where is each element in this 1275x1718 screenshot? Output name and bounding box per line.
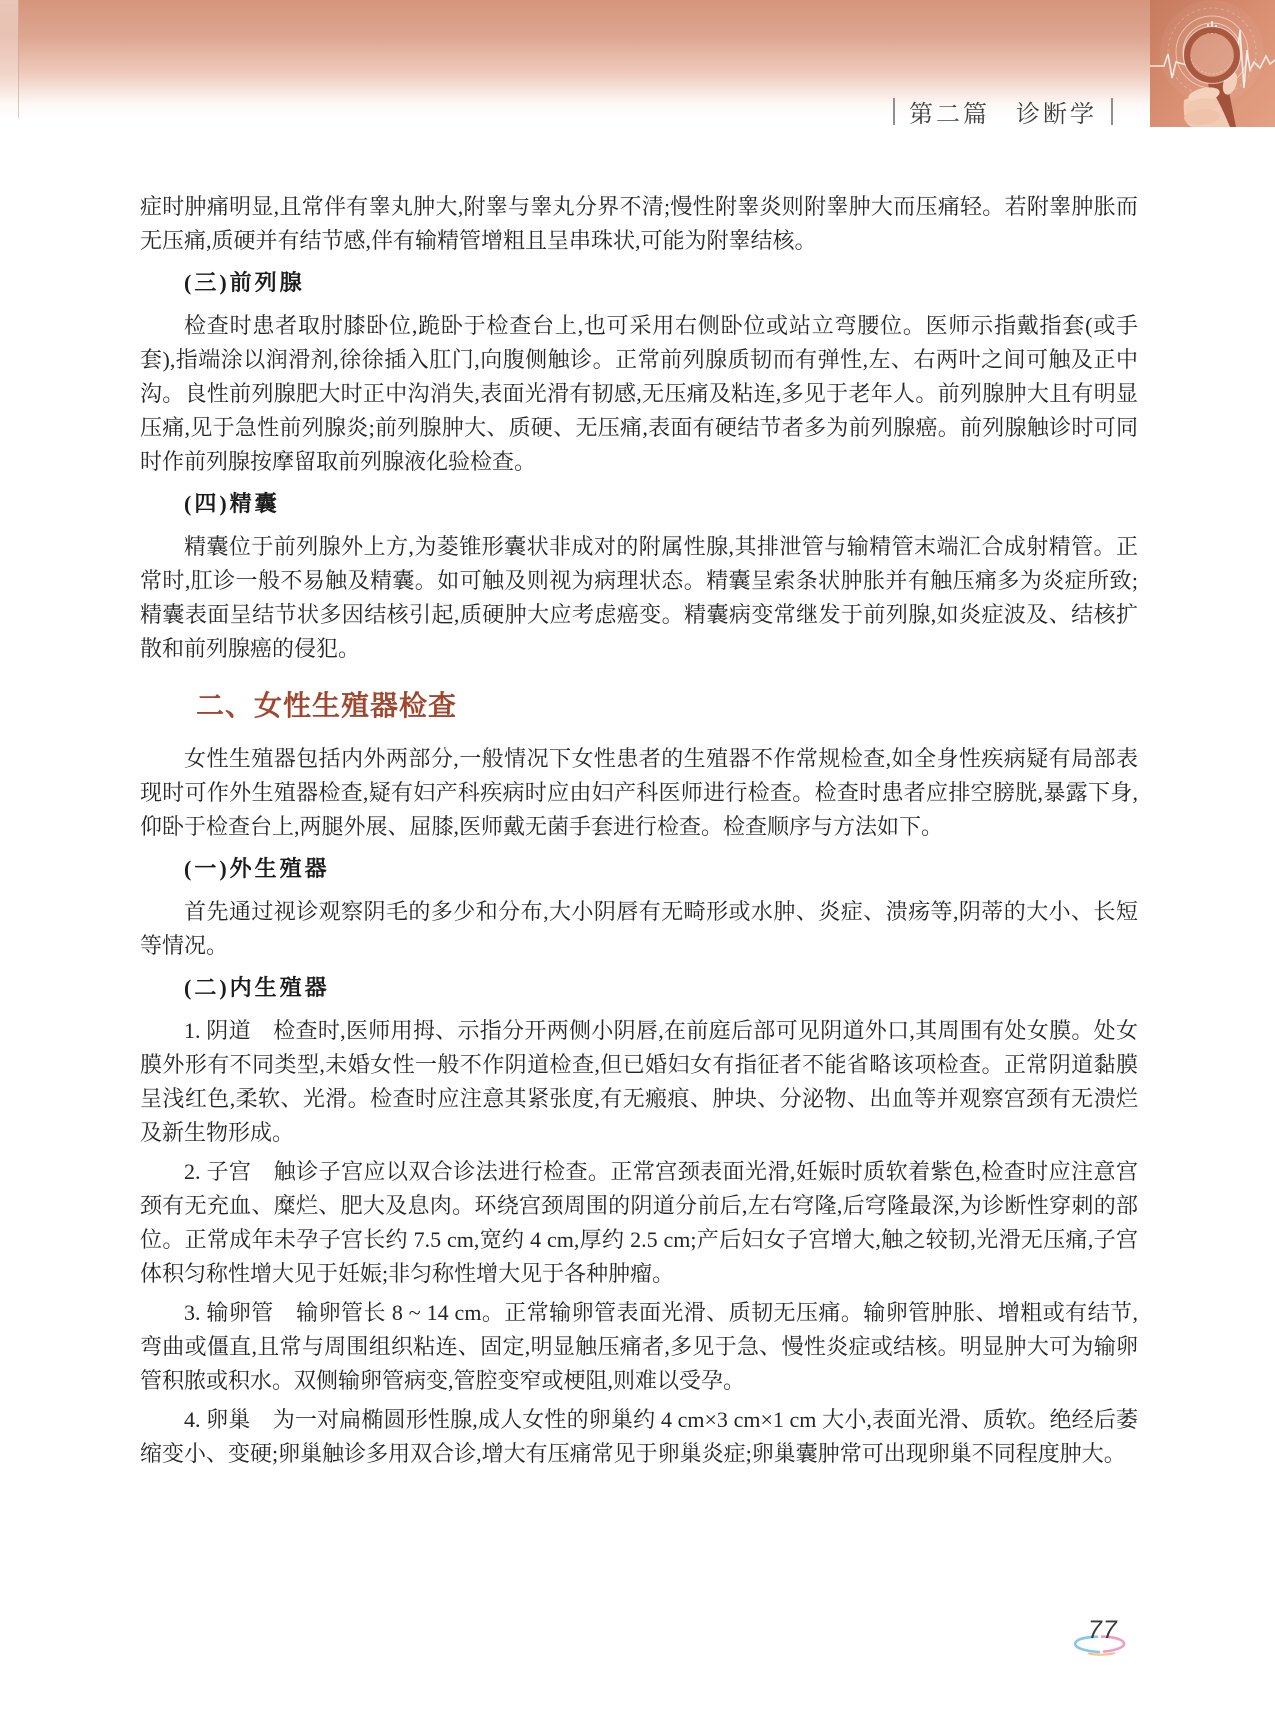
- header-gradient-band: [0, 0, 1275, 128]
- divider-bar: [1111, 98, 1113, 125]
- paragraph-prostate: 检查时患者取肘膝卧位,跪卧于检查台上,也可采用右侧卧位或站立弯腰位。医师示指戴指套(或手套),指端涂以润滑剂,徐徐插入肛门,向腹侧触诊。正常前列腺质韧而有弹性,左、右两叶之间可触及正中沟。良性前列腺肥大时正中沟消失,表面光滑有韧感,无压痛及粘连,多见于老年人。前列腺肿大且有明显压痛,见于急性前列腺炎;前列腺肿大、质硬、无压痛,表面有硬结节者多为前列腺癌。前列腺触诊时可同时作前列腺按摩留取前列腺液化验检查。: [140, 313, 1138, 474]
- subsection-heading-prostate: (三)前列腺: [184, 270, 305, 295]
- page-footer: [1068, 1616, 1154, 1662]
- paragraph-ovary: 4. 卵巢 为一对扁椭圆形性腺,成人女性的卵巢约 4 cm×3 cm×1 cm 大小,表面光滑、质软。绝经后萎缩变小、变硬;卵巢触诊多用双合诊,增大有压痛常见于卵巢炎症;卵巢囊肿常可出现卵巢不同程度肿大。: [140, 1407, 1138, 1466]
- divider-bar: [893, 98, 895, 125]
- stethoscope-magnifier-photo-icon: [1150, 0, 1275, 127]
- paragraph-epididymis-continuation: 症时肿痛明显,且常伴有睾丸肿大,附睾与睾丸分界不清;慢性附睾炎则附睾肿大而压痛轻。若附睾肿胀而无压痛,质硬并有结节感,伴有输精管增粗且呈串珠状,可能为附睾结核。: [140, 194, 1138, 253]
- section-heading-female-genital-exam: 二、女性生殖器检查: [196, 690, 458, 721]
- paragraph-uterus: 2. 子宫 触诊子宫应以双合诊法进行检查。正常宫颈表面光滑,妊娠时质软着紫色,检查时应注意宫颈有无充血、糜烂、肥大及息肉。环绕宫颈周围的阴道分前后,左右穹隆,后穹隆最深,为诊断性穿刺的部位。正常成年未孕子宫长约 7.5 cm,宽约 4 cm,厚约 2.5 cm;产后妇女子宫增大,触之较韧,光滑无压痛,子宫体积匀称性增大见于妊娠;非匀称性增大见于各种肿瘤。: [140, 1159, 1138, 1286]
- page-content: [140, 190, 1138, 1471]
- subsection-heading-internal-genitalia: (二)内生殖器: [184, 975, 330, 1000]
- subsection-heading-seminal-vesicle: (四)精囊: [184, 491, 280, 516]
- paragraph-fallopian-tube: 3. 输卵管 输卵管长 8 ~ 14 cm。正常输卵管表面光滑、质韧无压痛。输卵管肿胀、增粗或有结节,弯曲或僵直,且常与周围组织粘连、固定,明显触压痛者,多见于急、慢性炎症或结核。明显肿大可为输卵管积脓或积水。双侧输卵管病变,管腔变窄或梗阻,则难以受孕。: [140, 1300, 1138, 1393]
- subsection-heading-external-genitalia: (一)外生殖器: [184, 856, 330, 881]
- paragraph-female-genital-intro: 女性生殖器包括内外两部分,一般情况下女性患者的生殖器不作常规检查,如全身性疾病疑有局部表现时可作外生殖器检查,疑有妇产科疾病时应由妇产科医师进行检查。检查时患者应排空膀胱,暴露下身,仰卧于检查台上,两腿外展、屈膝,医师戴无菌手套进行检查。检查顺序与方法如下。: [140, 746, 1138, 839]
- page-number: 77: [1088, 1616, 1118, 1644]
- paragraph-vagina: 1. 阴道 检查时,医师用拇、示指分开两侧小阴唇,在前庭后部可见阴道外口,其周围有处女膜。处女膜外形有不同类型,未婚女性一般不作阴道检查,但已婚妇女有指征者不能省略该项检查。正常阴道黏膜呈浅红色,柔软、光滑。检查时应注意其紧张度,有无瘢痕、肿块、分泌物、出血等并观察宫颈有无溃烂及新生物形成。: [140, 1018, 1138, 1145]
- left-edge-strip: [0, 0, 19, 118]
- paragraph-seminal-vesicle: 精囊位于前列腺外上方,为菱锥形囊状非成对的附属性腺,其排泄管与输精管末端汇合成射精管。正常时,肛诊一般不易触及精囊。如可触及则视为病理状态。精囊呈索条状肿胀并有触压痛多为炎症所致;精囊表面呈结节状多因结核引起,质硬肿大应考虑癌变。精囊病变常继发于前列腺,如炎症波及、结核扩散和前列腺癌的侵犯。: [140, 534, 1138, 661]
- part-label: 第二篇: [909, 101, 990, 128]
- paragraph-external-genitalia: 首先通过视诊观察阴毛的多少和分布,大小阴唇有无畸形或水肿、炎症、溃疡等,阴蒂的大小、长短等情况。: [140, 899, 1138, 958]
- subject-label: 诊断学: [1016, 101, 1097, 128]
- running-head: [879, 94, 1127, 129]
